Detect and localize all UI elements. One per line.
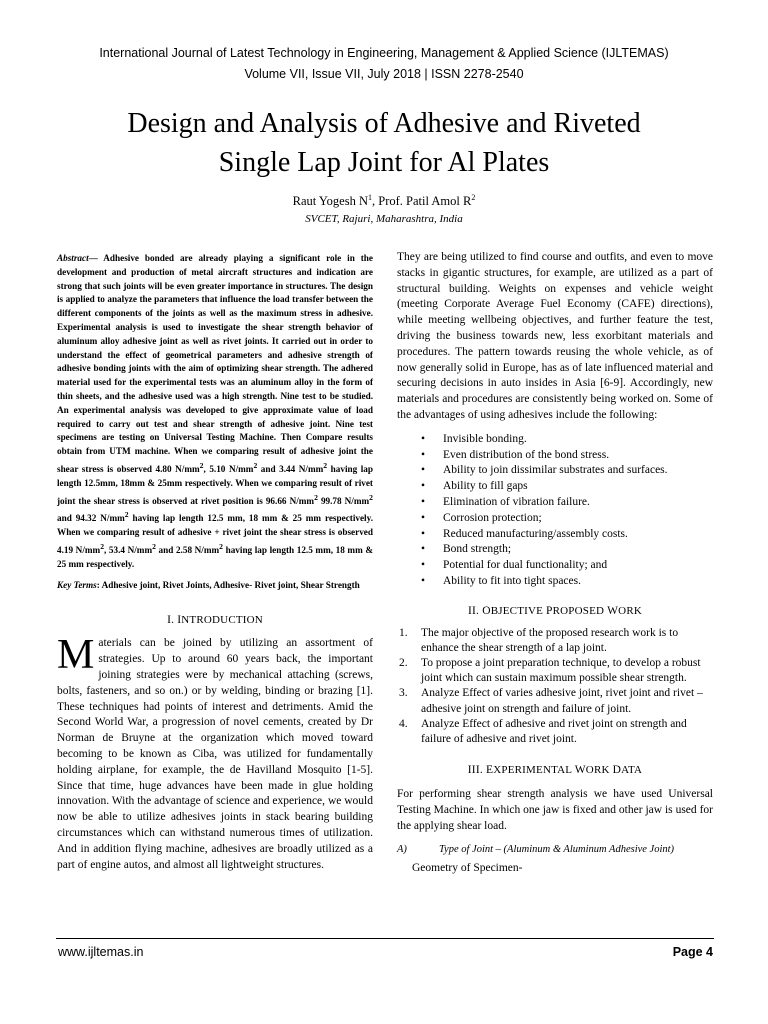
list-number: 1. <box>399 626 408 639</box>
section-number: II. <box>468 604 483 617</box>
body-paragraph: For performing shear strength analysis we have used Universal Testing Machine. In which one jaw is fixed and other jaw is used for the applying shear load. <box>397 787 713 832</box>
section-heading-experimental <box>397 763 713 779</box>
heading-cap: I <box>177 613 182 626</box>
authors <box>0 193 768 209</box>
objectives-list <box>397 626 713 748</box>
superscript: 2 <box>314 492 318 502</box>
heading-rest: BJECTIVE <box>490 604 547 617</box>
list-text: The major objective of the proposed research work is to enhance the shear strength of a lap joint. <box>421 626 679 654</box>
advantages-list <box>397 432 713 590</box>
author-name: Prof. Patil Amol R <box>378 194 472 209</box>
abstract-text: , 5.10 N/mm <box>203 464 254 475</box>
list-item: • Corrosion protection; <box>443 511 713 527</box>
abstract-text: Adhesive bonded are already playing a significant role in the development and production of metal aircraft structures and indication are strong that such joints will be even greater importance in structures. The design is applied to analyze the parameters that influence the load transfer between the different components of the joints as well as the maximum stress in adhesive. Experimental analysis is used to investigate the shear strength behavior of aluminum alloy adhesive joint as well as rivet joints. It carried out in order to understand the effect of geometrical parameters and adhesive strength of adhesive bonding joints with the aim of optimizing shear strength. The adhered material used for the experimental tests was an aluminum alloy in the form of thin sheets, and the adhesive used was a high strength. Nine test to be studied. An experimental analysis was developed to give approximate value of load required to carry out test and shear strength of adhesive joint. Nine test specimens are testing on Universal Testing Machine. Then Compare results obtain from UTM machine. When we comparing result of adhesive joint the shear stress is observed 4.80 N/mm <box>57 253 373 475</box>
list-number: 3. <box>399 687 408 700</box>
subsection-label: A) <box>397 844 407 856</box>
right-column <box>397 250 713 877</box>
list-item <box>397 686 713 716</box>
heading-cap: E <box>486 764 494 777</box>
superscript: 2 <box>124 510 129 520</box>
intro-text: aterials can be joined by utilizing an assortment of strategies. Up to around 60 years back, the important joining strategies were by mechanical attaching (screws, bolts, fasteners, and so on.) or by welding, binding or brazing [1]. These techniques had points of interest and detriments. Amid the Second World War, a progression of novel cements, created by Dr Norman de Bruyne at the organization which moved toward becoming to be known as Ciba, was utilized for fundamentally holding airplane, for example, the de Havilland Mosquito [1-5]. Since that time, huge advances have been made in glue holding innovation. With the advantage of science and experience, we would now be able to utilize adhesives joints in stack bearing building circumstances which can withstand numerous times of utilization. And in addition flying machine, adhesives are broadly utilized as a part of engine autos, and almost all lightweight structures. <box>57 637 373 871</box>
drop-cap: M <box>57 632 95 679</box>
footer-rule <box>56 938 714 939</box>
superscript: 2 <box>253 460 258 470</box>
heading-rest: XPERIMENTAL <box>493 764 575 777</box>
list-item <box>397 656 713 686</box>
abstract-dash: — <box>88 253 104 263</box>
key-terms <box>57 579 373 593</box>
affiliation: SVCET, Rajuri, Maharashtra, India <box>305 213 463 225</box>
heading-rest: ORK <box>585 764 613 777</box>
heading-rest: NTRODUCTION <box>181 613 263 626</box>
heading-rest: ATA <box>621 764 643 777</box>
abstract-label: Abstract <box>57 253 89 263</box>
superscript: 2 <box>199 460 204 470</box>
superscript: 2 <box>100 542 105 552</box>
abstract-text: , 53.4 N/mm <box>104 545 153 556</box>
author-affil-mark: 1 <box>368 193 373 202</box>
heading-cap: W <box>607 604 619 617</box>
section-number: I. <box>167 613 178 626</box>
heading-cap: D <box>612 764 622 777</box>
list-item <box>397 626 713 656</box>
abstract-text: having lap length 12.5 mm, 18 mm & 25 mm respectively. When we comparing result of adhesive + rivet joint the shear stress is observed 4.19 N/mm <box>57 513 373 556</box>
left-column <box>57 252 373 873</box>
author-name: Raut Yogesh N <box>292 194 369 209</box>
superscript: 2 <box>219 542 223 552</box>
list-item: • Ability to fill gaps <box>443 479 713 495</box>
list-item: • Bond strength; <box>443 542 713 558</box>
key-terms-label: Key Terms <box>57 579 97 590</box>
heading-cap: O <box>482 604 491 617</box>
list-text: To propose a joint preparation technique, to develop a robust joint which can sustain maximum possible shear strength. <box>421 656 701 685</box>
abstract-text: having lap length 12.5mm, 18mm & 25mm respectively. When we comparing result of rivet joint the shear stress is observed at rivet position is 96.66 N/mm <box>57 464 373 506</box>
list-item: • Even distribution of the bond stress. <box>443 448 713 464</box>
list-text: Analyze Effect of adhesive and rivet joint on strength and failure of adhesive and rivet joint. <box>421 717 687 745</box>
geometry-caption: Geometry of Specimen- <box>412 862 523 875</box>
heading-cap: W <box>574 764 586 777</box>
footer-url: www.ijltemas.in <box>58 945 144 959</box>
abstract-text: having lap length 12.5 mm, 18 mm & 25 mm respectively. <box>57 545 373 569</box>
list-item: • Invisible bonding. <box>443 432 713 448</box>
list-text: Analyze Effect of varies adhesive joint, rivet joint and rivet –adhesive joint on strength and failure of joint. <box>421 687 703 715</box>
list-item: • Ability to join dissimilar substrates and surfaces. <box>443 463 713 479</box>
journal-issue: Volume VII, Issue VII, July 2018 | ISSN 2278-2540 <box>244 67 524 81</box>
journal-name: International Journal of Latest Technology in Engineering, Management & Applied Science (IJLTEMAS) <box>99 46 669 60</box>
superscript: 2 <box>323 460 328 470</box>
paper-title-line2: Single Lap Joint for Al Plates <box>218 147 550 178</box>
list-item: • Ability to fit into tight spaces. <box>443 574 713 590</box>
author-affil-mark: 2 <box>471 193 476 202</box>
intro-paragraph <box>57 632 373 873</box>
list-number: 2. <box>399 656 408 669</box>
section-heading-objective <box>397 604 713 620</box>
section-number: III. <box>467 764 487 777</box>
key-terms-text: : Adhesive joint, Rivet Joints, Adhesive- Rivet joint, Shear Strength <box>96 579 360 590</box>
list-item: • Elimination of vibration failure. <box>443 495 713 511</box>
subsection-heading <box>397 842 713 857</box>
superscript: 2 <box>152 542 156 552</box>
heading-rest: ORK <box>618 604 642 617</box>
list-item <box>397 717 713 747</box>
body-paragraph: They are being utilized to find course and outfits, and even to move stacks in gigantic structures, for example, are utilized as a part of structural building. Weights on expenses and vehicle weight (meeting Corporate Average Fuel Economy (CAFE) directions), while meeting wellbeing objectives, and further feature the test, driving the business towards new, less exorbitant materials and procedures. The pattern towards reusing the whole vehicle, as of now generally solid in Europe, has as of late influenced material and securing decisions in auto insides in Asia [6-9]. Accordingly, new materials and procedures are consistently being worked on. Some of the advantages of using adhesives include the following: <box>397 251 713 421</box>
abstract-text: and 94.32 N/mm <box>57 513 125 524</box>
author-separator: , <box>372 194 379 209</box>
page-number: Page 4 <box>672 945 713 959</box>
list-number: 4. <box>399 717 408 730</box>
subsection-title: Type of Joint – (Aluminum & Aluminum Adhesive Joint) <box>439 844 675 856</box>
abstract-text: 99.78 N/mm <box>317 495 370 506</box>
abstract-text: and 2.58 N/mm <box>155 545 220 556</box>
section-heading-introduction <box>57 613 373 629</box>
heading-rest: ROPOSED <box>552 604 608 617</box>
abstract-text: and 3.44 N/mm <box>257 464 324 475</box>
list-item: • Reduced manufacturing/assembly costs. <box>443 527 713 543</box>
abstract <box>57 252 373 572</box>
heading-cap: P <box>546 604 553 617</box>
paper-title-line1: Design and Analysis of Adhesive and Riveted <box>127 108 641 139</box>
list-item: • Potential for dual functionality; and <box>443 558 713 574</box>
superscript: 2 <box>369 492 373 502</box>
